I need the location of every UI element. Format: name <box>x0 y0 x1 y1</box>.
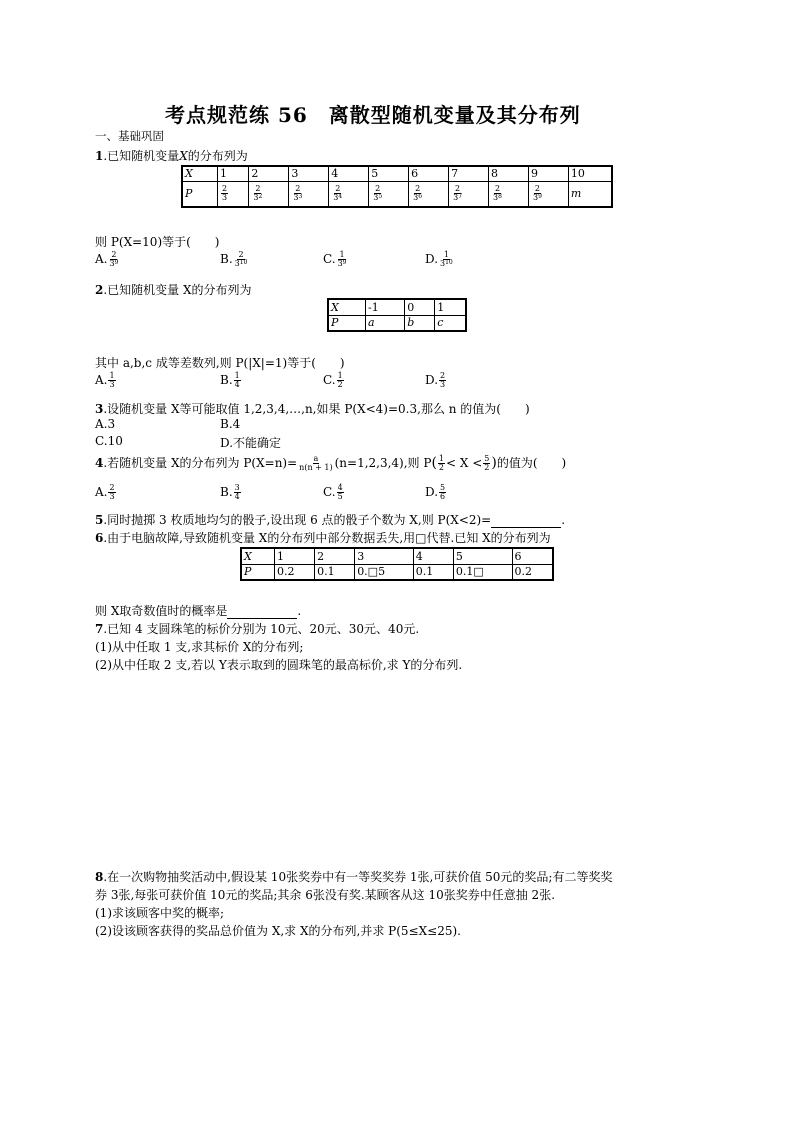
question-7-part-1: (1)从中任取 1 支,求其标价 X的分布列; <box>95 640 304 654</box>
question-number: 7 <box>95 622 104 636</box>
question-8-part-2: (2)设该顾客获得的奖品总价值为 X,求 X的分布列,并求 P(5≤X≤25). <box>95 924 461 938</box>
option-b: B. $\frac{1}{4}$ <box>220 371 240 389</box>
option-d: D. $\frac{2}{3}$ <box>425 371 446 389</box>
option-c: C. $\frac{1}{3^9}$ <box>323 250 347 268</box>
table-row-x: X 1 2 3 4 5 6 7 8 9 10 <box>182 166 612 181</box>
table-row-p: P 0.2 0.1 0.□5 0.1 0.1□ 0.2 <box>241 564 553 580</box>
question-7-stem: 7.已知 4 支圆珠笔的标价分别为 10元、20元、30元、40元. <box>95 622 420 636</box>
table-row-x: X 1 2 3 4 5 6 <box>241 548 553 564</box>
option-d: D. $\frac{1}{3^{10}}$ <box>425 250 453 268</box>
question-number: 1 <box>95 149 104 163</box>
distribution-table-1 <box>181 165 613 208</box>
question-number: 5 <box>95 513 104 527</box>
distribution-table-6 <box>240 547 554 581</box>
option-b: B. $\frac{3}{4}$ <box>220 483 240 501</box>
question-number: 2 <box>95 283 104 297</box>
question-7-part-2: (2)从中任取 2 支,若以 Y表示取到的圆珠笔的最高标价,求 Y的分布列. <box>95 658 463 672</box>
question-number: 6 <box>95 531 104 545</box>
option-b: B.4 <box>220 417 241 431</box>
question-8-part-1: (1)求该顾客中奖的概率; <box>95 906 225 920</box>
question-2-stem: 2.已知随机变量 X的分布列为 <box>95 283 252 297</box>
question-8-stem-cont: 券 3张,每张可获价值 10元的奖品;其余 6张没有奖.某顾客从这 10张奖券中任意抽 2张. <box>95 888 556 902</box>
option-d: D.不能确定 <box>220 436 282 450</box>
option-a: A. $\frac{2}{3}$ <box>95 483 115 501</box>
question-number: 8 <box>95 870 104 884</box>
question-6-ask: 则 X取奇数值时的概率是 . <box>95 604 302 618</box>
table-row-p: P $\frac{2}{3}$ $\frac{2}{3^2}$ $\frac{2}{3^3}$ $\frac{2}{3^4}$ $\frac{2}{3^5}$ $\frac{2}{3^6}$ $\frac{2}{3^7}$ $\frac{2}{3^8}$ $\frac{2}{3^9}$ m <box>182 181 612 207</box>
question-1-stem: 1.已知随机变量X的分布列为 <box>95 149 248 163</box>
option-a: A. $\frac{2}{3^9}$ <box>95 250 119 268</box>
question-4-stem: 4.若随机变量 X的分布列为 P(X=n)= $\frac{a}{n(n + 1)}$ (n=1,2,3,4),则 P( $\frac{1}{2}$ < X < $\frac{5}{2}$ )的值为( ) <box>95 454 567 472</box>
table-row-p: P a b c <box>328 315 466 331</box>
option-c: C. $\frac{1}{2}$ <box>323 371 343 389</box>
option-a: A. $\frac{1}{3}$ <box>95 371 115 389</box>
answer-blank[interactable] <box>227 606 297 619</box>
question-number: 4 <box>95 456 104 470</box>
option-c: C. $\frac{4}{5}$ <box>323 483 343 501</box>
option-c: C.10 <box>95 434 123 448</box>
question-8-stem: 8.在一次购物抽奖活动中,假设某 10张奖券中有一等奖奖券 1张,可获价值 50元的奖品;有二等奖奖 <box>95 870 613 884</box>
page-title: 考点规范练 56 离散型随机变量及其分布列 <box>165 103 581 127</box>
section-heading: 一、基础巩固 <box>95 129 164 143</box>
option-b: B. $\frac{2}{3^{10}}$ <box>220 250 248 268</box>
option-a: A.3 <box>95 417 116 431</box>
question-1-ask: 则 P(X=10)等于( ) <box>95 235 220 249</box>
question-2-ask: 其中 a,b,c 成等差数列,则 P(|X|=1)等于( ) <box>95 356 345 370</box>
option-d: D. $\frac{5}{6}$ <box>425 483 446 501</box>
distribution-table-2 <box>327 298 467 332</box>
question-5-stem: 5.同时抛掷 3 枚质地均匀的骰子,设出现 6 点的骰子个数为 X,则 P(X<2)= . <box>95 513 566 527</box>
table-row-x: X -1 0 1 <box>328 299 466 315</box>
question-6-stem: 6.由于电脑故障,导致随机变量 X的分布列中部分数据丢失,用□代替.已知 X的分布列为 <box>95 531 551 545</box>
question-3-stem: 3.设随机变量 X等可能取值 1,2,3,4,…,n,如果 P(X<4)=0.3,那么 n 的值为( ) <box>95 402 530 416</box>
question-number: 3 <box>95 402 104 416</box>
answer-blank[interactable] <box>491 515 561 528</box>
